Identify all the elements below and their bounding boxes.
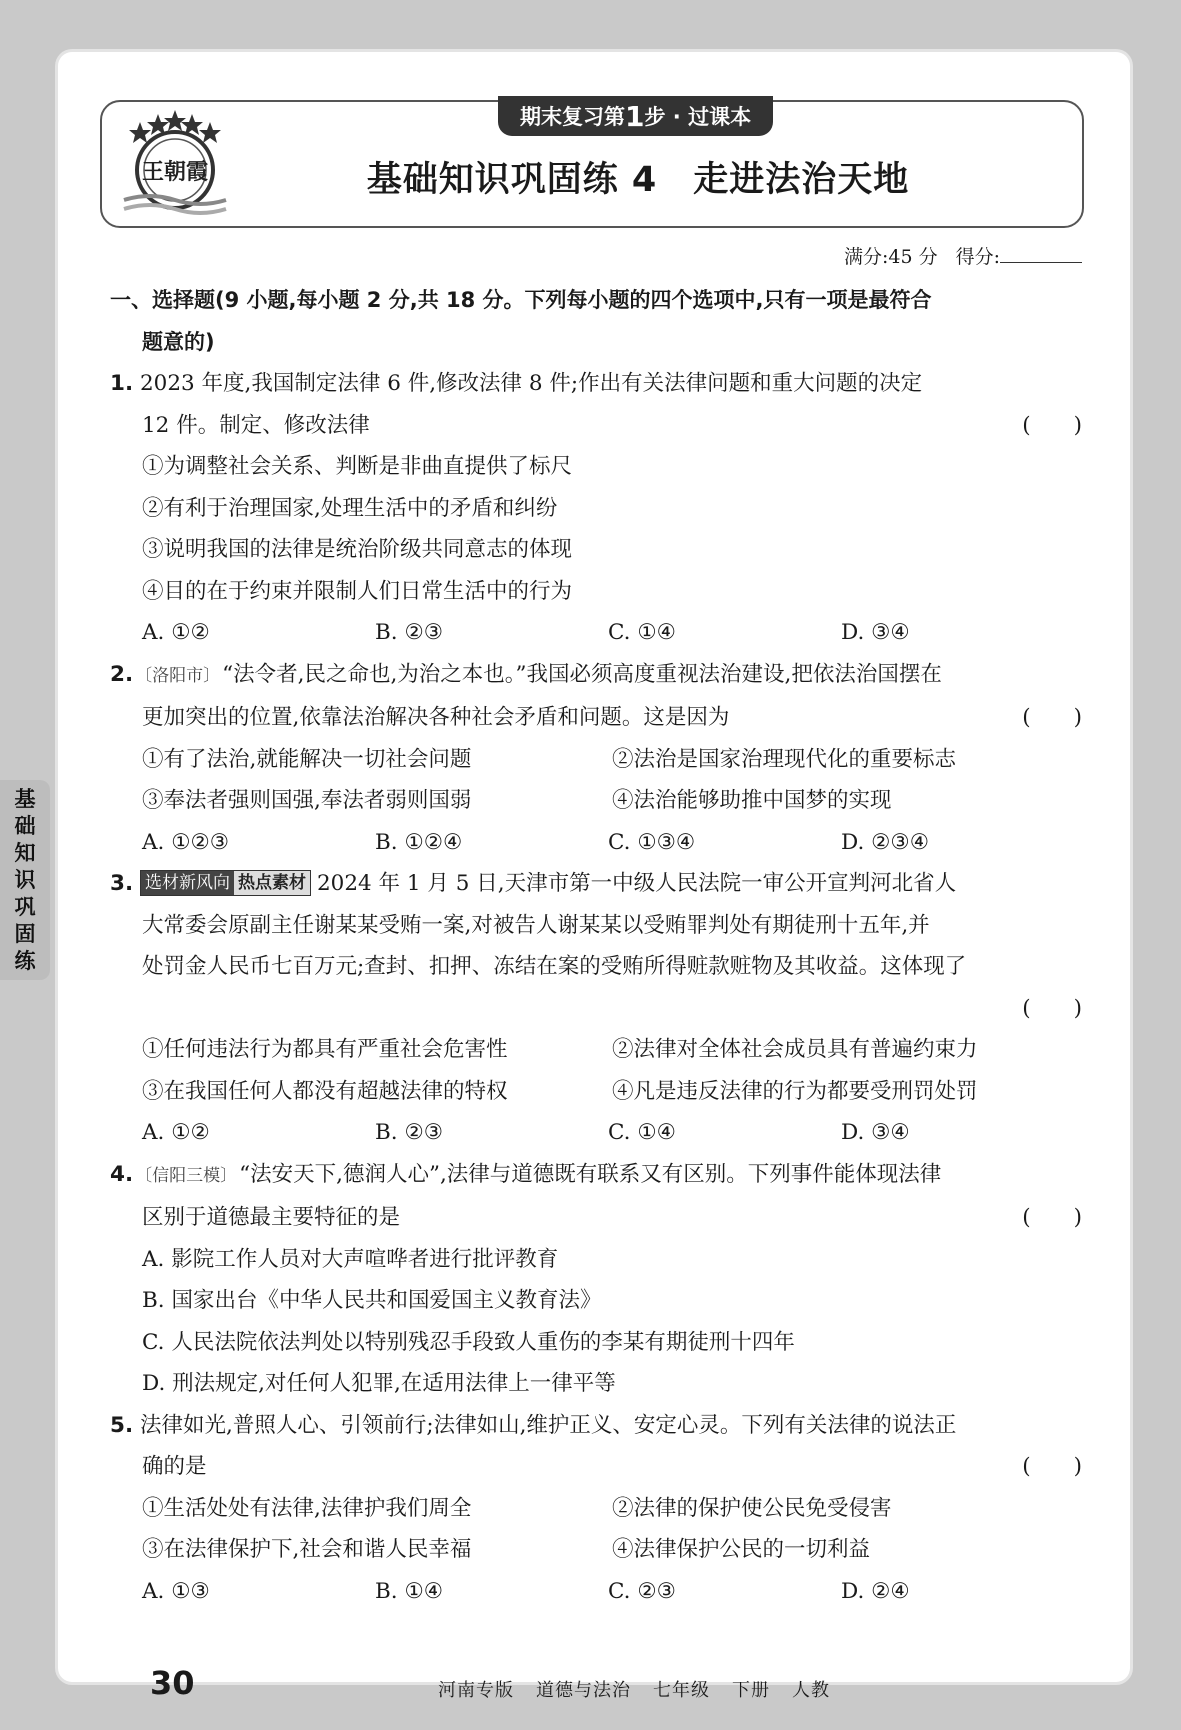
option-c: C. ①③④ [608,829,696,855]
option-d: D. ②④ [841,1578,910,1604]
option-a: A. ①② [142,1120,210,1145]
question-4-cont: 区别于道德最主要特征的是 ( ) [110,1197,1082,1239]
brand-logo [120,108,230,218]
full-score-label: 满分:45 分 [843,246,938,268]
option-b: B. ①②④ [375,829,463,855]
question-3-blank-line [110,988,1082,1030]
footer-item: 道德与法治 [536,1680,631,1701]
statement: ③奉法者强则国强,奉法者弱则国弱 [142,788,472,813]
section-heading-cont: 题意的) [142,329,215,354]
tab-step-number: 1 [625,99,645,133]
footer-item: 人教 [792,1680,830,1701]
tab-suffix: 步 · 过课本 [644,105,752,129]
statement: ①有了法治,就能解决一切社会问题 [142,746,472,772]
option-d: D. ③④ [841,620,910,645]
statement: ①生活处处有法律,法律护我们周全 [142,1495,472,1521]
statements-row [110,1029,1082,1071]
option-d: D. ③④ [841,1120,910,1145]
option-b: B. 国家出台《中华人民共和国爱国主义教育法》 [142,1288,602,1313]
question-section [110,280,1082,1612]
statement: ①任何违法行为都具有严重社会危害性 [142,1037,508,1062]
statement: ②法律对全体社会成员具有普遍约束力 [612,1037,978,1062]
option-a: A. 影院工作人员对大声喧哗者进行批评教育 [142,1246,559,1272]
statements-row [110,1488,1082,1530]
option-b: B. ①④ [375,1578,444,1604]
footer-item: 下册 [732,1680,770,1701]
statements-row [110,1529,1082,1571]
side-section-tab: 基 础 知 识 巩 固 练 [0,780,50,980]
answer-blank: ( ) [1022,705,1082,730]
statement: ②法治是国家治理现代化的重要标志 [612,746,957,772]
statement: ②法律的保护使公民免受侵害 [612,1495,892,1521]
option-b: B. ②③ [375,1120,444,1145]
review-step-tab [498,96,773,136]
footer-item: 河南专版 [438,1680,514,1701]
statements-row [110,780,1082,822]
question-5-cont: 确的是 ( ) [110,1446,1082,1488]
statement: ②有利于治理国家,处理生活中的矛盾和纠纷 [142,495,558,521]
option-b: B. ②③ [375,620,444,645]
option-a: A. ①③ [142,1578,210,1604]
answer-blank: ( ) [1022,412,1082,438]
statements-row [110,1071,1082,1113]
question-5: 5. 法律如光,普照人心、引领前行;法律如山,维护正义、安定心灵。下列有关法律的说法正 [110,1412,957,1438]
option-a: A. ①② [142,620,210,645]
footer-item: 七年级 [653,1680,710,1701]
footer [438,1676,830,1702]
hot-topic-tag: 选材新风向 热点素材 [140,870,311,896]
score-box [844,242,1082,269]
question-1-cont: 12 件。制定、修改法律 ( ) [110,405,1082,447]
statement: ③说明我国的法律是统治阶级共同意志的体现 [142,537,573,562]
question-1: 1. 2023 年度,我国制定法律 6 件,修改法律 8 件;作出有关法律问题和重大问题的决定 [110,371,923,396]
question-4: 4. 〔信阳三模〕“法安天下,德润人心”,法律与道德既有联系又有区别。下列事件能体现法律 [110,1161,942,1187]
answer-blank: ( ) [1022,995,1082,1021]
question-3: 3. 选材新风向 热点素材 2024 年 1 月 5 日,天津市第一中级人民法院一审公开宣判河北省人 [110,871,957,896]
page-title: 基础知识巩固练 4 走进法治天地 [366,160,910,200]
tab-prefix: 期末复习第 [520,105,625,129]
question-2-cont: 更加突出的位置,依靠法治解决各种社会矛盾和问题。这是因为 ( ) [110,697,1082,739]
source-tag: 〔信阳三模〕 [135,1165,238,1186]
option-c: C. ②③ [608,1578,676,1604]
page-number: 30 [150,1664,195,1702]
option-c: C. 人民法院依法判处以特别残忍手段致人重伤的李某有期徒刑十四年 [142,1329,795,1355]
option-a: A. ①②③ [142,829,230,855]
page [58,52,1130,1702]
option-d: D. ②③④ [841,829,929,855]
source-tag: 〔洛阳市〕 [135,665,221,686]
question-3-cont: 大常委会原副主任谢某某受贿一案,对被告人谢某某以受贿罪判处有期徒刑十五年,并 [142,912,930,938]
statements-row [110,739,1082,781]
answer-blank: ( ) [1022,1205,1082,1230]
option-c: C. ①④ [608,620,676,645]
answer-options [110,822,1082,864]
option-c: C. ①④ [608,1120,676,1145]
section-heading: 一、选择题(9 小题,每小题 2 分,共 18 分。下列每小题的四个选项中,只有一项是最符合 [110,288,932,312]
question-2: 2. 〔洛阳市〕“法令者,民之命也,为治之本也。”我国必须高度重视法治建设,把依法治国摆在 [110,661,942,687]
statement: ①为调整社会关系、判断是非曲直提供了标尺 [142,454,573,479]
statement: ④凡是违反法律的行为都要受刑罚处罚 [612,1078,978,1104]
answer-options [110,612,1082,654]
option-d: D. 刑法规定,对任何人犯罪,在适用法律上一律平等 [142,1371,616,1396]
svg-text:王朝霞: 王朝霞 [141,159,209,185]
question-3-cont: 处罚金人民币七百万元;查封、扣押、冻结在案的受贿所得赃款赃物及其收益。这体现了 [142,954,967,979]
statement: ④法律保护公民的一切利益 [612,1537,871,1562]
score-label: 得分: [956,242,1082,269]
statement: ④目的在于约束并限制人们日常生活中的行为 [142,578,573,604]
score-blank [1000,244,1082,263]
answer-options [110,1112,1082,1154]
answer-blank: ( ) [1022,1454,1082,1479]
statement: ③在法律保护下,社会和谐人民幸福 [142,1537,472,1562]
statement: ④法治能够助推中国梦的实现 [612,788,892,813]
answer-options [110,1571,1082,1613]
statement: ③在我国任何人都没有超越法律的特权 [142,1078,508,1104]
